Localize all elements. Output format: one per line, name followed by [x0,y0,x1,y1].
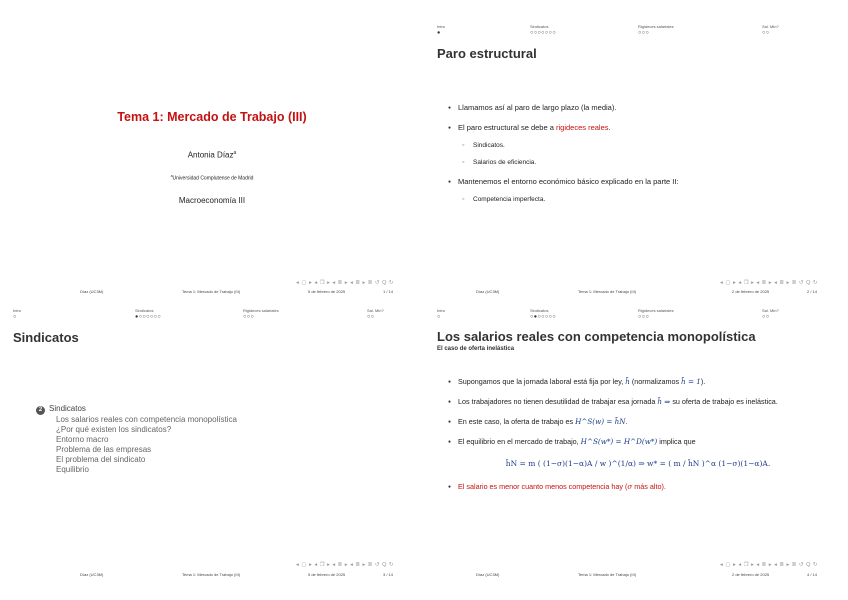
author: Antonia Díaz$^a$ [187,150,237,160]
bullet-item: ● Los trabajadores no tienen desutilidad de trabajar esa jornada h̄ ⇒ su oferta de trabajo es inelástica. [448,397,828,407]
slide-subtitle: El caso de oferta inelástica [437,346,515,352]
bullet-item-highlight: ● El salario es menor cuanto menos competencia hay (σ más alto). [448,482,828,492]
beamer-nav-icons[interactable]: ◂ ▢ ▸ ◂ ❐ ▸ ◂ ≣ ▸ ◂ ≣ ▸ ≣ ↺ Q ↻ [296,562,394,568]
section-navigation [424,24,848,38]
beamer-nav-icons[interactable]: ◂ ▢ ▸ ◂ ❐ ▸ ◂ ≣ ▸ ◂ ≣ ▸ ≣ ↺ Q ↻ [720,280,818,286]
outline-subsection[interactable]: Equilibrio [56,465,89,474]
page-number: 4 / 14 [807,572,818,577]
sub-bullet-item: ◦ Sindicatos. [448,141,828,150]
nav-section-salmin[interactable]: Sal. Min? ○○ [762,24,779,36]
nav-section-rigideces[interactable]: Rigideces salariales ○○○ [638,24,674,36]
slide-title: Los salarios reales con competencia monopolística [437,329,756,344]
beamer-nav-icons[interactable]: ◂ ▢ ▸ ◂ ❐ ▸ ◂ ≣ ▸ ◂ ≣ ▸ ≣ ↺ Q ↻ [720,562,818,568]
bullet-item: ● Supongamos que la jornada laboral está fija por ley, h̄ (normalizamos h̄ = 1). [448,377,828,387]
nav-section-intro[interactable]: Intro ○ [13,308,22,320]
page-number: 3 / 14 [383,572,394,577]
equilibrium-formula: h̄N = m ( (1−σ)(1−α)A / w )^(1/α) ⇒ w* = ( m / h̄N )^α (1−σ)(1−α)A. [505,459,771,468]
slide-sindicatos-outline: Intro ○ Sindicatos ●○○○○○○ Rigideces salariales ○○○ Sal. Min? ○○ Sindicatos 2 Sindicatos Los salarios reales con competencia monopolística ¿Por qué existen los sindicatos? Entorno macro Problema de las empresas El problema del sindicato Equilibrio ◂ ▢ ▸ ◂ ❐ ▸ ◂ ≣ ▸ ◂ ≣ ▸ ≣ ↺ Q ↻ Díaz (UC3M) Tema 1: Mercado de Trabajo (III) 5 de febrero de 2025 3 / 14 [0,300,424,600]
course-name: Macroeconomía III [178,196,246,205]
nav-section-sindicatos[interactable]: Sindicatos ○●○○○○○ [530,308,557,320]
section-navigation [424,308,848,322]
bullet-item: ● Llamamos así al paro de largo plazo (la media). [448,103,828,113]
nav-section-sindicatos[interactable]: Sindicatos ●○○○○○○ [135,308,162,320]
bullet-item: ● En este caso, la oferta de trabajo es H^S(w) = h̄N. [448,417,828,427]
nav-section-rigideces[interactable]: Rigideces salariales ○○○ [243,308,279,320]
section-number-badge: 2 [36,406,45,415]
nav-section-intro[interactable]: Intro ● [437,24,446,36]
outline-subsection[interactable]: El problema del sindicato [56,455,146,464]
nav-section-rigideces[interactable]: Rigideces salariales ○○○ [638,308,674,320]
slide-paro-estructural: Intro ● Sindicatos ○○○○○○○ Rigideces salariales ○○○ Sal. Min? ○○ Paro estructural ● Llamamos así al paro de largo plazo (la media). ● El paro estructural se debe a rigideces reales. ◦ Sindicatos. ◦ Salarios de eficiencia. ● Mantenemos el entorno económico básico explicado en la parte II: ◦ Competencia imperfecta. ◂ ▢ ▸ ◂ ❐ ▸ ◂ ≣ ▸ ◂ ≣ ▸ ≣ ↺ Q ↻ Díaz (UC3M) Tema 1: Mercado de Trabajo (III) 2 de febrero de 2025 2 / 14 [424,0,848,300]
section-navigation [0,308,424,322]
nav-section-salmin[interactable]: Sal. Min? ○○ [762,308,779,320]
slide-salarios-reales: Intro ○ Sindicatos ○●○○○○○ Rigideces salariales ○○○ Sal. Min? ○○ Los salarios reales con competencia monopolística El caso de oferta inelástica ● Supongamos que la jornada laboral está fija por ley, h̄ (normalizamos h̄ = 1). ● Los trabajadores no tienen desutilidad de trabajar esa jornada h̄ ⇒ su oferta de trabajo es inelástica. ● En este caso, la oferta de trabajo es H^S(w) = h̄N. ● El equilibrio en el mercado de trabajo, H^S(w*) = H^D(w*) implica que h̄N = m ( (1−σ)(1−α)A / w )^(1/α) ⇒ w* = ( m / h̄N )^α (1−σ)(1−α)A. ● El salario es menor cuanto menos competencia hay (σ más alto). ◂ ▢ ▸ ◂ ❐ ▸ ◂ ≣ ▸ ◂ ≣ ▸ ≣ ↺ Q ↻ Díaz (UC3M) Tema 1: Mercado de Trabajo (III) 2 de febrero de 2025 4 / 14 [424,300,848,600]
slide-title: Paro estructural [437,46,537,61]
outline-subsection[interactable]: Los salarios reales con competencia monopolística [56,415,237,424]
section-outline [36,404,237,475]
bullet-item: ● El equilibrio en el mercado de trabajo, H^S(w*) = H^D(w*) implica que [448,437,828,447]
slide-title-page: Tema 1: Mercado de Trabajo (III) Antonia Díaz$^a$ $^a$Universidad Complutense de Madrid Macroeconomía III ◂ ▢ ▸ ◂ ❐ ▸ ◂ ≣ ▸ ◂ ≣ ▸ ≣ ↺ Q ↻ Díaz (UC3M) Tema 1: Mercado de Trabajo (III) 5 de febrero de 2025 1 / 14 [0,0,424,300]
outline-subsection[interactable]: Problema de las empresas [56,445,152,454]
bullet-list [448,103,828,214]
page-number: 2 / 14 [807,289,818,294]
bullet-list [448,377,828,502]
outline-subsection[interactable]: Entorno macro [56,435,109,444]
outline-subsection[interactable]: ¿Por qué existen los sindicatos? [56,425,172,434]
bullet-item: ● El paro estructural se debe a rigideces reales. [448,123,828,133]
outline-section[interactable]: 2 Sindicatos [36,404,237,415]
slide-title: Sindicatos [13,330,79,345]
beamer-nav-icons[interactable]: ◂ ▢ ▸ ◂ ❐ ▸ ◂ ≣ ▸ ◂ ≣ ▸ ≣ ↺ Q ↻ [296,280,394,286]
institution: $^a$Universidad Complutense de Madrid [170,174,254,182]
sub-bullet-item: ◦ Salarios de eficiencia. [448,158,828,167]
nav-section-sindicatos[interactable]: Sindicatos ○○○○○○○ [530,24,557,36]
bullet-item: ● Mantenemos el entorno económico básico explicado en la parte II: [448,177,828,187]
sub-bullet-item: ◦ Competencia imperfecta. [448,195,828,204]
page-number: 1 / 14 [383,289,394,294]
nav-section-intro[interactable]: Intro ○ [437,308,446,320]
nav-section-salmin[interactable]: Sal. Min? ○○ [367,308,384,320]
presentation-title: Tema 1: Mercado de Trabajo (III) [117,110,307,124]
